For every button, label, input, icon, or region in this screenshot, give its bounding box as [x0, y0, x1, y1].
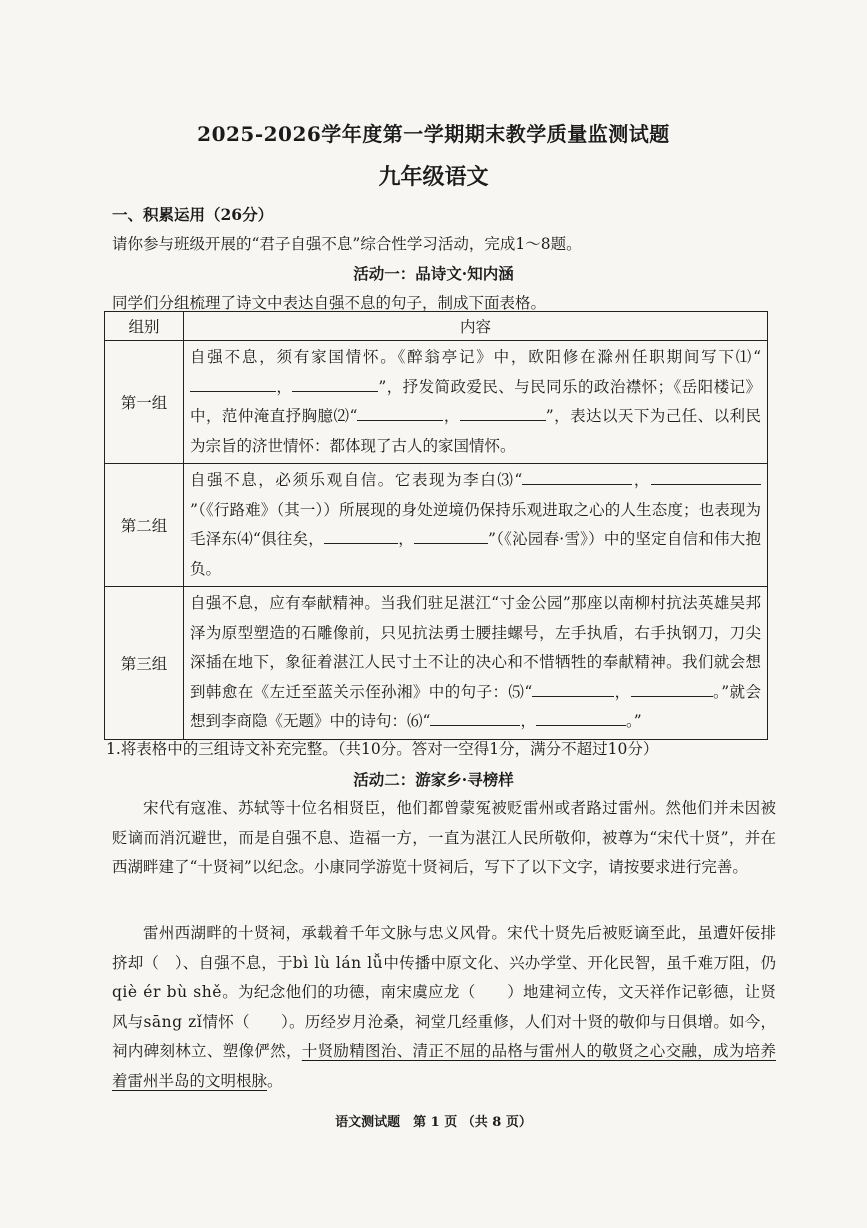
row-text: 自强不息，必须乐观自信。它表现为李白⑶“	[190, 471, 523, 489]
row-text: ”（《沁园春·雪》）中的坚定自信和伟大抱负。	[190, 530, 761, 578]
table-row	[105, 587, 768, 740]
para-text: 中传播中原文化、兴办学堂、开化民智，虽千难万阻，仍	[383, 953, 776, 972]
para-text: 雷州西湖畔的十贤祠，承载着千年文脉与忠义风骨。宋代十贤先后被贬谪至此，虽遭奸佞排挤却（ ）、自强不息，于	[112, 924, 776, 972]
group-content	[184, 587, 768, 740]
answer-blank[interactable]	[324, 527, 398, 544]
section-heading: 一、积累运用（26分）	[112, 205, 274, 224]
para-text: 情怀（ ）。历经岁月沧桑，祠堂几经重修，人们对十贤的敬仰与日俱增。如今，祠内碑刻林立、塑像俨然，	[112, 1012, 776, 1060]
row-text: ，	[632, 471, 651, 489]
row-text: 。”就会想到李商隐《无题》中的诗句：⑹“	[190, 682, 761, 730]
activity2-paragraph-1: 宋代有寇准、苏轼等十位名相贤臣，他们都曾蒙冤被贬雷州或者路过雷州。然他们并未因被贬谪而消沉避世，而是自强不息、造福一方，一直为湛江人民所敬仰，被尊为“宋代十贤”，并在西湖畔建了“十贤祠”以纪念。小康同学游览十贤祠后，写下了以下文字，请按要求进行完善。	[112, 799, 776, 876]
answer-blank[interactable]	[631, 680, 713, 697]
row-text: 自强不息，须有家国情怀。《醉翁亭记》中，欧阳修在滁州任职期间写下⑴“	[190, 348, 761, 366]
page-footer: 语文测试题 第 1 页 （共 8 页）	[335, 1115, 532, 1130]
pinyin-1: bì lù lán lǚ	[292, 953, 384, 972]
table-header-row	[105, 312, 768, 341]
exam-title: 2025-2026学年度第一学期期末教学质量监测试题	[197, 122, 670, 146]
pinyin-3: sāng zǐ	[143, 1012, 203, 1031]
answer-blank[interactable]	[292, 375, 378, 392]
group-content	[184, 341, 768, 464]
activity1-title: 活动一：品诗文·知内涵	[353, 264, 514, 283]
table-row	[105, 464, 768, 587]
group-label: 第二组	[105, 464, 184, 587]
group-label: 第一组	[105, 341, 184, 464]
row-text: ”（《行路难》（其一））所展现的身处逆境仍保持乐观进取之心的人生态度；也表现为毛泽东⑷“俱往矣，	[190, 500, 761, 548]
row-text: ”，抒发简政爱民、与民同乐的政治襟怀；《岳阳楼记》中，范仲淹直抒胸臆⑵“	[190, 377, 761, 425]
exam-subtitle: 九年级语文	[378, 164, 489, 190]
answer-blank[interactable]	[651, 468, 761, 485]
question-1: 1.将表格中的三组诗文补充完整。（共10分。答对一空得1分，满分不超过10分）	[106, 740, 659, 758]
poetry-table	[104, 311, 768, 740]
row-text: ，	[443, 407, 460, 425]
answer-blank[interactable]	[536, 709, 626, 726]
group-content	[184, 464, 768, 587]
underlined-sentence: 十贤励精图治、清正不屈的品格与雷州人的敬贤之心交融，成为培养着雷州半岛的文明根脉	[112, 1042, 776, 1090]
answer-blank[interactable]	[357, 404, 443, 421]
activity2-paragraph-2	[112, 919, 776, 1096]
row-text: 自强不息，应有奉献精神。当我们驻足湛江“寸金公园”那座以南柳村抗法英雄吴邦泽为原型塑造的石雕像前，只见抗法勇士腰挂螺号，左手执盾，右手执钢刀，刀尖深插在地下，象征着湛江人民寸土不让的决心和不惜牺牲的奉献精神。我们就会想到韩愈在《左迁至蓝关示侄孙湘》中的句子：⑸“	[190, 594, 761, 701]
row-text: ，	[276, 377, 293, 396]
table-row	[105, 341, 768, 464]
activity2-title: 活动二：游家乡·寻榜样	[353, 770, 514, 789]
row-text: ，	[614, 682, 631, 701]
section-intro: 请你参与班级开展的“君子自强不息”综合性学习活动，完成1～8题。	[112, 235, 582, 253]
row-text: ，	[520, 712, 536, 730]
answer-blank[interactable]	[190, 375, 276, 392]
answer-blank[interactable]	[430, 709, 520, 726]
activity1-intro: 同学们分组梳理了诗文中表达自强不息的句子，制成下面表格。	[112, 294, 547, 312]
para-text: 。	[267, 1071, 283, 1090]
header-group: 组别	[105, 312, 184, 341]
answer-blank[interactable]	[532, 680, 614, 697]
row-text: ”，表达以天下为己任、以利民为宗旨的济世情怀：都体现了古人的家国情怀。	[190, 407, 761, 455]
row-text: ，	[398, 530, 414, 548]
group-label: 第三组	[105, 587, 184, 740]
answer-blank[interactable]	[460, 404, 546, 421]
answer-blank[interactable]	[414, 527, 488, 544]
pinyin-2: qiè ér bù shě	[112, 983, 222, 1001]
answer-blank[interactable]	[522, 468, 632, 485]
para-text: 。为纪念他们的功德，南宋虞应龙（ ）地建祠立传，文天祥作记彰德，让贤风与	[112, 983, 776, 1031]
header-content: 内容	[184, 312, 768, 341]
row-text: 。”	[625, 712, 642, 730]
